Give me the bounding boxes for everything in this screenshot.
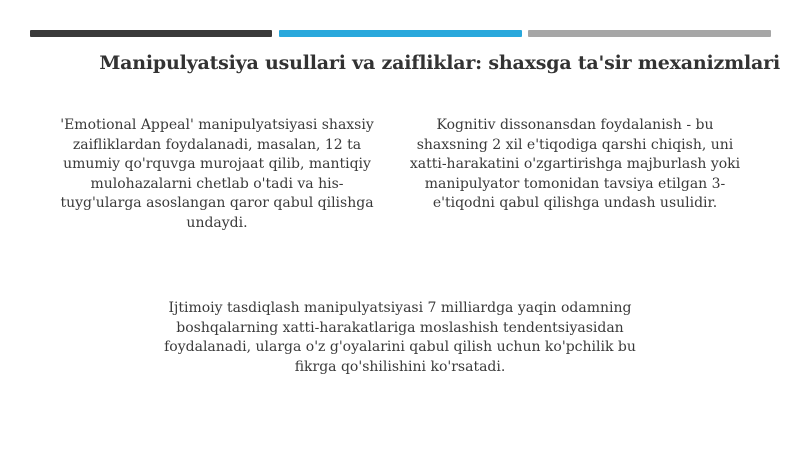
header-bar-gray — [528, 30, 771, 37]
paragraph-social-proof: Ijtimoiy tasdiqlash manipulyatsiyasi 7 milliardga yaqin odamning boshqalarning xatti-harakatlariga moslashish tendentsiyasidan foydalanadi, ularga o'z g'oyalarini qabul qilish uchun ko'pchilik bu fikrga qo'shilishini ko'rsatadi. — [164, 300, 636, 375]
header-bar-blue — [279, 30, 522, 37]
paragraph-emotional-appeal: 'Emotional Appeal' manipulyatsiyasi shaxsiy zaifliklardan foydalanadi, masalan, 12 ta umumiy qo'rquvga murojaat qilib, mantiqiy mulohazalarni chetlab o'tadi va his-tuyg'ularga asoslangan qaror qabul qilishga undaydi. — [60, 117, 374, 231]
paragraph-cognitive-dissonance: Kognitiv dissonansdan foydalanish - bu shaxsning 2 xil e'tiqodiga qarshi chiqish, uni xatti-harakatini o'zgartirishga majburlash yoki manipulyator tomonidan tavsiya etilgan 3-e'tiqodni qabul qilishga undash usulidir. — [409, 117, 741, 211]
header-bar-dark — [30, 30, 272, 37]
slide-title: Manipulyatsiya usullari va zaifliklar: shaxsga ta'sir mexanizmlari — [99, 52, 780, 74]
